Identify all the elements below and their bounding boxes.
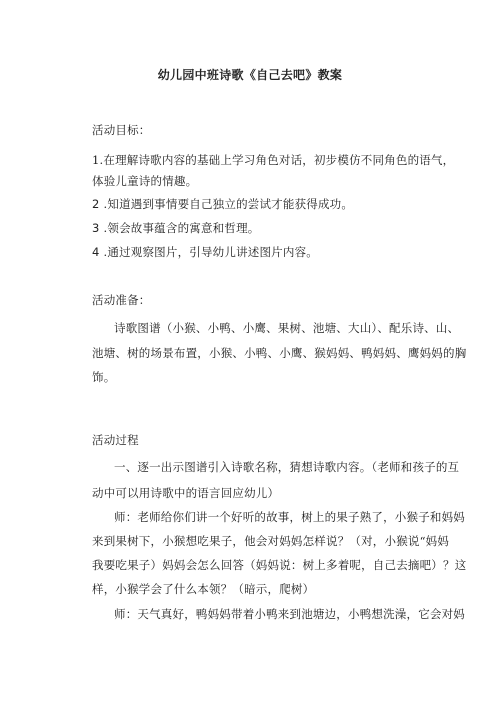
process-p3-line-1: 师：天气真好，鸭妈妈带着小鸭来到池塘边，小鸭想洗澡，它会对妈 — [114, 607, 465, 621]
goal-item-2 — [92, 196, 353, 212]
goal-item-2-number: 2 — [92, 197, 100, 211]
goal-item-1-line-1: 1.在理解诗歌内容的基础上学习角色对话，初步模仿不同角色的语气， — [92, 153, 455, 167]
prep-line-1: 诗歌图谱（小猴、小鸭、小鹰、果树、池塘、大山）、配乐诗、山、 — [114, 321, 460, 335]
prep-line-2: 池塘、树的场景布置，小猴、小鸭、小鹰、猴妈妈、鸭妈妈、鹰妈妈的胸 — [92, 346, 467, 360]
process-p2-line-1: 师：老师给你们讲一个好听的故事，树上的果子熟了，小猴子和妈妈 — [114, 510, 465, 524]
process-p2-line-2: 来到果树下，小猴想吃果子，他会对妈妈怎样说？（对，小猴说“妈妈 — [92, 534, 450, 548]
process-heading: 活动过程 — [92, 433, 139, 447]
document-title: 幼儿园中班诗歌《自己去吧》教案 — [157, 68, 343, 82]
prep-heading: 活动准备： — [92, 293, 151, 307]
goal-item-1-line-2: 体验儿童诗的情趣。 — [92, 174, 198, 188]
goals-heading: 活动目标： — [92, 123, 151, 137]
process-p1-line-1: 一、逐一出示图谱引入诗歌名称，猜想诗歌内容。（老师和孩子的互 — [114, 460, 460, 474]
goal-item-3-text: .领会故事蕴含的寓意和哲理。 — [103, 221, 260, 235]
goal-item-3-number: 3 — [92, 221, 100, 235]
process-p2-line-3: 我要吃果子）妈妈会怎么回答（妈妈说：树上多着呢，自己去摘吧）？这 — [92, 558, 467, 572]
goal-item-4-number: 4 — [92, 245, 100, 259]
goal-item-4-text: .通过观察图片，引导幼儿讲述图片内容。 — [103, 245, 318, 259]
goal-item-3 — [92, 220, 260, 236]
process-p1-line-2: 动中可以用诗歌中的语言回应幼儿） — [92, 486, 280, 500]
goal-item-2-text: .知道遇到事情要自己独立的尝试才能获得成功。 — [103, 197, 354, 211]
prep-line-3: 饰。 — [92, 370, 116, 384]
process-p2-line-4: 样，小猴学会了什么本领？（暗示，爬树） — [92, 582, 315, 596]
goal-item-4 — [92, 244, 318, 260]
